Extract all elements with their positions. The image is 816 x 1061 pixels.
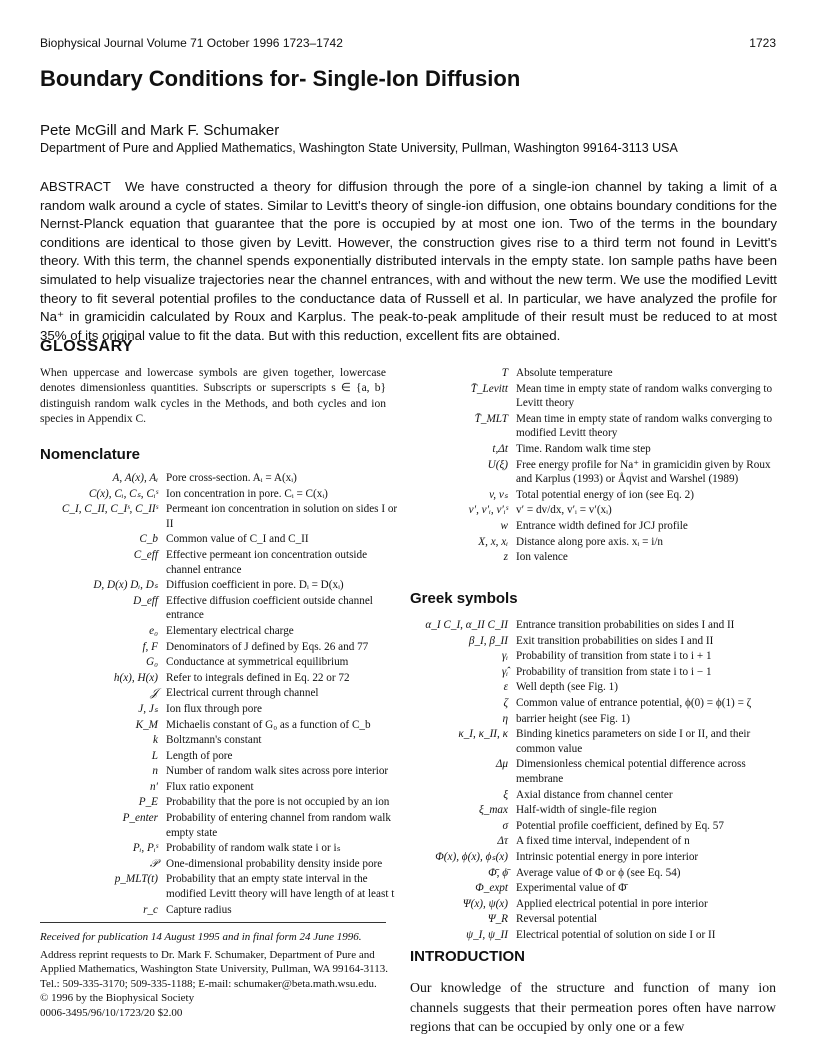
glossary-definition: Michaelis constant of G₀ as a function of C_b bbox=[166, 718, 371, 731]
glossary-symbol: p_MLT(t) bbox=[114, 873, 158, 886]
glossary-symbol: ζ bbox=[503, 696, 508, 709]
glossary-definition: Intrinsic potential energy in pore interior bbox=[516, 850, 699, 863]
glossary-symbol: Φ_expt bbox=[475, 882, 508, 895]
glossary-entry bbox=[410, 550, 776, 566]
glossary-symbol: ξ_max bbox=[478, 804, 508, 817]
glossary-symbol: Φ(x), ϕ(x), ϕₛ(x) bbox=[435, 850, 508, 863]
glossary-definition: Total potential energy of ion (see Eq. 2) bbox=[516, 488, 694, 501]
glossary-symbol: Ψ(x), ψ(x) bbox=[462, 897, 508, 910]
glossary-definition: Probability that the pore is not occupied by an ion bbox=[166, 796, 390, 809]
glossary-symbol: X, x, xᵢ bbox=[478, 535, 508, 548]
glossary-entry bbox=[410, 458, 776, 488]
glossary-definition: Probability of random walk state i or iₛ bbox=[166, 842, 341, 855]
glossary-symbol: k bbox=[153, 734, 158, 747]
glossary-definition: Permeant ion concentration in solution on sides I or II bbox=[166, 503, 398, 530]
glossary-definition: Entrance transition probabilities on sides I and II bbox=[516, 619, 735, 631]
glossary-entry bbox=[410, 488, 776, 504]
glossary-entry bbox=[410, 680, 776, 696]
glossary-entry bbox=[40, 857, 398, 873]
glossary-definition: Probability of transition from state i to i − 1 bbox=[516, 665, 712, 678]
glossary-definition: Well depth (see Fig. 1) bbox=[516, 681, 618, 694]
glossary-entry bbox=[410, 366, 776, 382]
glossary-definition: Dimensionless chemical potential difference across membrane bbox=[516, 758, 746, 785]
glossary-symbol: T bbox=[501, 367, 508, 379]
glossary-symbol: κ_I, κ_II, κ bbox=[458, 728, 508, 741]
glossary-symbol: γ̂ᵢ bbox=[501, 665, 508, 678]
copyright: © 1996 by the Biophysical Society bbox=[40, 992, 195, 1004]
glossary-symbol: e₀ bbox=[149, 624, 158, 637]
reprint-address: Address reprint requests to Dr. Mark F. Schumaker, Department of Pure and Applied Mathematics, Washington State University, Pullman, WA 99164-3113. Tel.: 509-335-3170; 509-335-1188; E-mail: schumaker@beta.math.wsu.edu. bbox=[40, 948, 389, 990]
glossary-symbol: C(x), Cᵢ, Cₛ, Cᵢˢ bbox=[88, 487, 158, 500]
glossary-entry bbox=[410, 665, 776, 681]
glossary-entry bbox=[410, 912, 776, 928]
glossary-definition: Distance along pore axis. xᵢ = i/n bbox=[516, 535, 664, 548]
glossary-definition: Boltzmann's constant bbox=[166, 734, 262, 747]
glossary-entry bbox=[410, 727, 776, 757]
glossary-symbol: C_b bbox=[139, 533, 158, 546]
glossary-entry bbox=[410, 928, 776, 944]
glossary-definition: Average value of Φ or ϕ (see Eq. 54) bbox=[516, 866, 681, 879]
glossary-symbol: U(ξ) bbox=[487, 458, 508, 471]
nomenclature-heading: Nomenclature bbox=[40, 446, 141, 463]
glossary-definition: Probability of transition from state i to i + 1 bbox=[516, 650, 712, 663]
glossary-entry bbox=[410, 382, 776, 412]
glossary-definition: Time. Random walk time step bbox=[516, 442, 651, 455]
glossary-entry bbox=[40, 811, 398, 841]
glossary-symbol: Ψ_R bbox=[487, 913, 508, 926]
abstract-text: We have constructed a theory for diffusion through the pore of a single-ion channel by taking a limit of a random walk around a cycle of states. Similar to Levitt's theory of single-ion diffusion, one obtains boundary conditions for the Nernst-Planck equation that guarantee that the pore is occupied by at most one ion. Two of the terms in the boundary conditions are identical to those given by Levitt. However, the construction gives rise to a third term not found in Levitt's theory. With this term, the channel spends exponentially distributed intervals in the empty state. Ion sample paths have been simulated to help visualize trajectories near the channel entrances, with and without the new term. We use the modified Levitt theory to fit several potential profiles to the conductance data of Russell et al. In particular, we have analyzed the profile for Na⁺ in gramicidin calculated by Roux and Karplus. The peak-to-peak amplitude of their result must be reduced to at most 35% of its original value to fit the data. But with this reduction, excellent fits are obtained. bbox=[40, 179, 777, 343]
glossary-entry bbox=[410, 442, 776, 458]
glossary-definition: Refer to integrals defined in Eq. 22 or 72 bbox=[166, 671, 350, 684]
glossary-definition: Mean time in empty state of random walks converging to Levitt theory bbox=[516, 382, 773, 410]
glossary-entry bbox=[40, 655, 398, 671]
glossary-definition: Absolute temperature bbox=[516, 367, 613, 379]
glossary-definition: Denominators of J defined by Eqs. 26 and 77 bbox=[166, 640, 369, 653]
glossary-definition: A fixed time interval, independent of n bbox=[516, 835, 690, 848]
glossary-definition: Experimental value of Φ̄ bbox=[516, 882, 627, 895]
glossary-entry bbox=[410, 788, 776, 804]
glossary-definition: Entrance width defined for JCJ profile bbox=[516, 519, 688, 532]
glossary-definition: Probability of entering channel from random walk empty state bbox=[166, 812, 391, 839]
glossary-symbol: n′ bbox=[149, 780, 158, 793]
glossary-entry bbox=[40, 718, 398, 734]
received-date: Received for publication 14 August 1995 and in final form 24 June 1996. bbox=[40, 931, 362, 943]
glossary-symbol: η bbox=[502, 712, 508, 725]
glossary-entry bbox=[410, 712, 776, 728]
glossary-definition: Conductance at symmetrical equilibrium bbox=[166, 656, 349, 669]
glossary-symbol: J, Jₛ bbox=[138, 702, 158, 715]
glossary-definition: Ion flux through pore bbox=[166, 702, 263, 715]
glossary-entry bbox=[40, 671, 398, 687]
glossary-entry bbox=[40, 624, 398, 640]
glossary-entry bbox=[410, 850, 776, 866]
glossary-symbol: Pᵢ, Pᵢˢ bbox=[132, 842, 158, 855]
glossary-symbol: C_eff bbox=[133, 548, 158, 561]
glossary-symbol: Φ̄, ϕ̄ bbox=[488, 866, 508, 879]
article-title: Boundary Conditions for- Single-Ion Diffusion bbox=[40, 66, 521, 91]
glossary-definition: Applied electrical potential in pore interior bbox=[516, 897, 708, 910]
abstract bbox=[40, 178, 777, 345]
glossary-symbol: ψ_I, ψ_II bbox=[466, 928, 508, 941]
glossary-symbol: T̄_MLT bbox=[474, 412, 508, 425]
glossary-entry bbox=[410, 819, 776, 835]
glossary-symbol: D_eff bbox=[133, 594, 158, 607]
glossary-entry bbox=[410, 503, 776, 519]
glossary-symbol: ξ bbox=[503, 788, 508, 801]
footnote bbox=[40, 930, 400, 1020]
glossary-entry bbox=[40, 686, 398, 702]
glossary-definition: Capture radius bbox=[166, 903, 232, 916]
glossary-entry bbox=[410, 834, 776, 850]
glossary-symbol: f, F bbox=[142, 640, 158, 653]
glossary-symbol: γᵢ bbox=[501, 650, 508, 663]
glossary-definition: Ion concentration in pore. Cᵢ = C(xᵢ) bbox=[166, 487, 328, 500]
glossary-definition: Effective diffusion coefficient outside channel entrance bbox=[166, 594, 373, 622]
glossary-entry bbox=[40, 487, 398, 503]
glossary-symbol: P_enter bbox=[122, 812, 158, 825]
running-head bbox=[40, 36, 776, 50]
glossary-definition: Flux ratio exponent bbox=[166, 780, 254, 793]
glossary-definition: Diffusion coefficient in pore. Dᵢ = D(xᵢ) bbox=[166, 579, 344, 592]
glossary-definition: Potential profile coefficient, defined by Eq. 57 bbox=[516, 819, 724, 832]
glossary-symbol: 𝒥 bbox=[150, 687, 158, 700]
glossary-entry bbox=[40, 841, 398, 857]
abstract-label: ABSTRACT bbox=[40, 179, 111, 194]
glossary-entry bbox=[410, 412, 776, 442]
glossary-definition: Pore cross-section. Aᵢ = A(xᵢ) bbox=[166, 472, 297, 484]
introduction-text: Our knowledge of the structure and function of many ion channels suggests that their permeation pores often have narrow regions that can be occupied by only one or a few bbox=[410, 980, 776, 1034]
glossary-symbol: ε bbox=[503, 681, 508, 694]
glossary-definition: v′ = dv/dx, v′ᵢ = v′(xᵢ) bbox=[516, 504, 612, 517]
glossary-definition: Common value of C_I and C_II bbox=[166, 533, 309, 546]
glossary-symbol: z bbox=[503, 551, 508, 564]
glossary-definition: Binding kinetics parameters on side I or II, and their common value bbox=[516, 728, 751, 755]
glossary-entry bbox=[40, 749, 398, 765]
glossary-entry bbox=[410, 803, 776, 819]
glossary-entry bbox=[40, 702, 398, 718]
glossary-symbol: v, vₛ bbox=[489, 488, 508, 501]
greek-symbols-table bbox=[410, 618, 776, 943]
glossary-definition: Reversal potential bbox=[516, 913, 598, 926]
footnote-divider bbox=[40, 922, 386, 923]
glossary-definition: Elementary electrical charge bbox=[166, 624, 294, 637]
nomenclature-table bbox=[40, 471, 398, 918]
glossary-symbol: β_I, β_II bbox=[468, 634, 508, 647]
glossary-entry bbox=[410, 519, 776, 535]
glossary-entry bbox=[40, 780, 398, 796]
glossary-entry bbox=[40, 733, 398, 749]
glossary-entry bbox=[410, 897, 776, 913]
glossary-symbol: w bbox=[500, 519, 508, 532]
journal-info: Biophysical Journal Volume 71 October 1996 1723–1742 bbox=[40, 36, 343, 50]
affiliation: Department of Pure and Applied Mathematics, Washington State University, Pullman, Washington 99164-3113 USA bbox=[40, 141, 678, 155]
introduction-heading: INTRODUCTION bbox=[410, 948, 525, 965]
glossary-symbol: T̄_Levitt bbox=[470, 382, 508, 395]
glossary-intro: When uppercase and lowercase symbols are given together, lowercase denotes dimensionless quantities. Subscripts or superscripts s ∈ {a, b} distinguish random walk cycles in the Methods, and both cycles and ion species in Appendix C. bbox=[40, 367, 386, 425]
glossary-entry bbox=[40, 903, 398, 919]
glossary-heading: GLOSSARY bbox=[40, 338, 134, 355]
glossary-entry bbox=[40, 548, 398, 578]
glossary-symbol: r_c bbox=[143, 903, 158, 916]
glossary-entry bbox=[40, 532, 398, 548]
glossary-definition: Electrical current through channel bbox=[166, 687, 319, 700]
glossary-symbol: A, A(x), Aᵢ bbox=[112, 472, 158, 484]
authors: Pete McGill and Mark F. Schumaker bbox=[40, 122, 280, 139]
glossary-entry bbox=[410, 866, 776, 882]
greek-symbols-heading: Greek symbols bbox=[410, 590, 518, 607]
glossary-symbol: t,Δt bbox=[492, 442, 508, 455]
glossary-definition: Exit transition probabilities on sides I and II bbox=[516, 634, 714, 647]
glossary-entry bbox=[410, 881, 776, 897]
glossary-symbol: K_M bbox=[135, 718, 158, 731]
glossary-symbol: Δμ bbox=[495, 758, 508, 771]
glossary-symbol: σ bbox=[502, 819, 508, 832]
glossary-entry bbox=[40, 795, 398, 811]
glossary-entry bbox=[40, 872, 398, 902]
glossary-definition: One-dimensional probability density inside pore bbox=[166, 857, 383, 870]
glossary-entry bbox=[40, 640, 398, 656]
glossary-symbol: Δτ bbox=[497, 835, 508, 848]
glossary-definition: Axial distance from channel center bbox=[516, 788, 673, 801]
glossary-symbol: v′, v′ᵢ, v′ᵢˢ bbox=[468, 504, 508, 517]
glossary-definition: barrier height (see Fig. 1) bbox=[516, 712, 631, 725]
glossary-symbol: n bbox=[152, 765, 158, 778]
glossary-definition: Ion valence bbox=[516, 551, 568, 564]
glossary-symbol: L bbox=[151, 749, 158, 762]
glossary-symbol: D, D(x) Dᵢ, Dₛ bbox=[93, 579, 158, 592]
glossary-entry bbox=[40, 764, 398, 780]
glossary-entry bbox=[410, 649, 776, 665]
glossary-symbol: C_I, C_II, C_Iˢ, C_IIˢ bbox=[61, 503, 158, 516]
glossary-entry bbox=[40, 594, 398, 624]
glossary-symbol: G₀ bbox=[146, 656, 158, 669]
glossary-entry bbox=[410, 634, 776, 650]
glossary-symbol: h(x), H(x) bbox=[113, 671, 158, 684]
page-number: 1723 bbox=[749, 36, 776, 50]
glossary-definition: Number of random walk sites across pore interior bbox=[166, 765, 389, 778]
glossary-definition: Effective permeant ion concentration outside channel entrance bbox=[166, 548, 368, 576]
glossary-definition: Length of pore bbox=[166, 749, 233, 762]
glossary-definition: Probability that an empty state interval in the modified Levitt theory will have length of at least t bbox=[166, 873, 395, 901]
glossary-definition: Half-width of single-file region bbox=[516, 804, 657, 817]
glossary-definition: Electrical potential of solution on side I or II bbox=[516, 928, 716, 941]
article-code: 0006-3495/96/10/1723/20 $2.00 bbox=[40, 1006, 183, 1019]
glossary-definition: Common value of entrance potential, ϕ(0) = ϕ(1) = ζ bbox=[516, 696, 752, 709]
glossary-entry bbox=[40, 471, 398, 487]
glossary-entry bbox=[410, 618, 776, 634]
glossary-symbol: α_I C_I, α_II C_II bbox=[425, 619, 508, 631]
glossary-entry bbox=[410, 696, 776, 712]
symbols-continued-table bbox=[410, 366, 776, 566]
glossary-entry bbox=[410, 535, 776, 551]
glossary-symbol: P_E bbox=[138, 796, 158, 809]
glossary-symbol: 𝒫 bbox=[149, 857, 158, 870]
glossary-entry bbox=[410, 757, 776, 787]
glossary-entry bbox=[40, 578, 398, 594]
glossary-definition: Mean time in empty state of random walks converging to modified Levitt theory bbox=[516, 412, 773, 440]
glossary-definition: Free energy profile for Na⁺ in gramicidin given by Roux and Karplus (1993) or Åqvist and Warshel (1989) bbox=[516, 458, 771, 486]
glossary-entry bbox=[40, 502, 398, 532]
